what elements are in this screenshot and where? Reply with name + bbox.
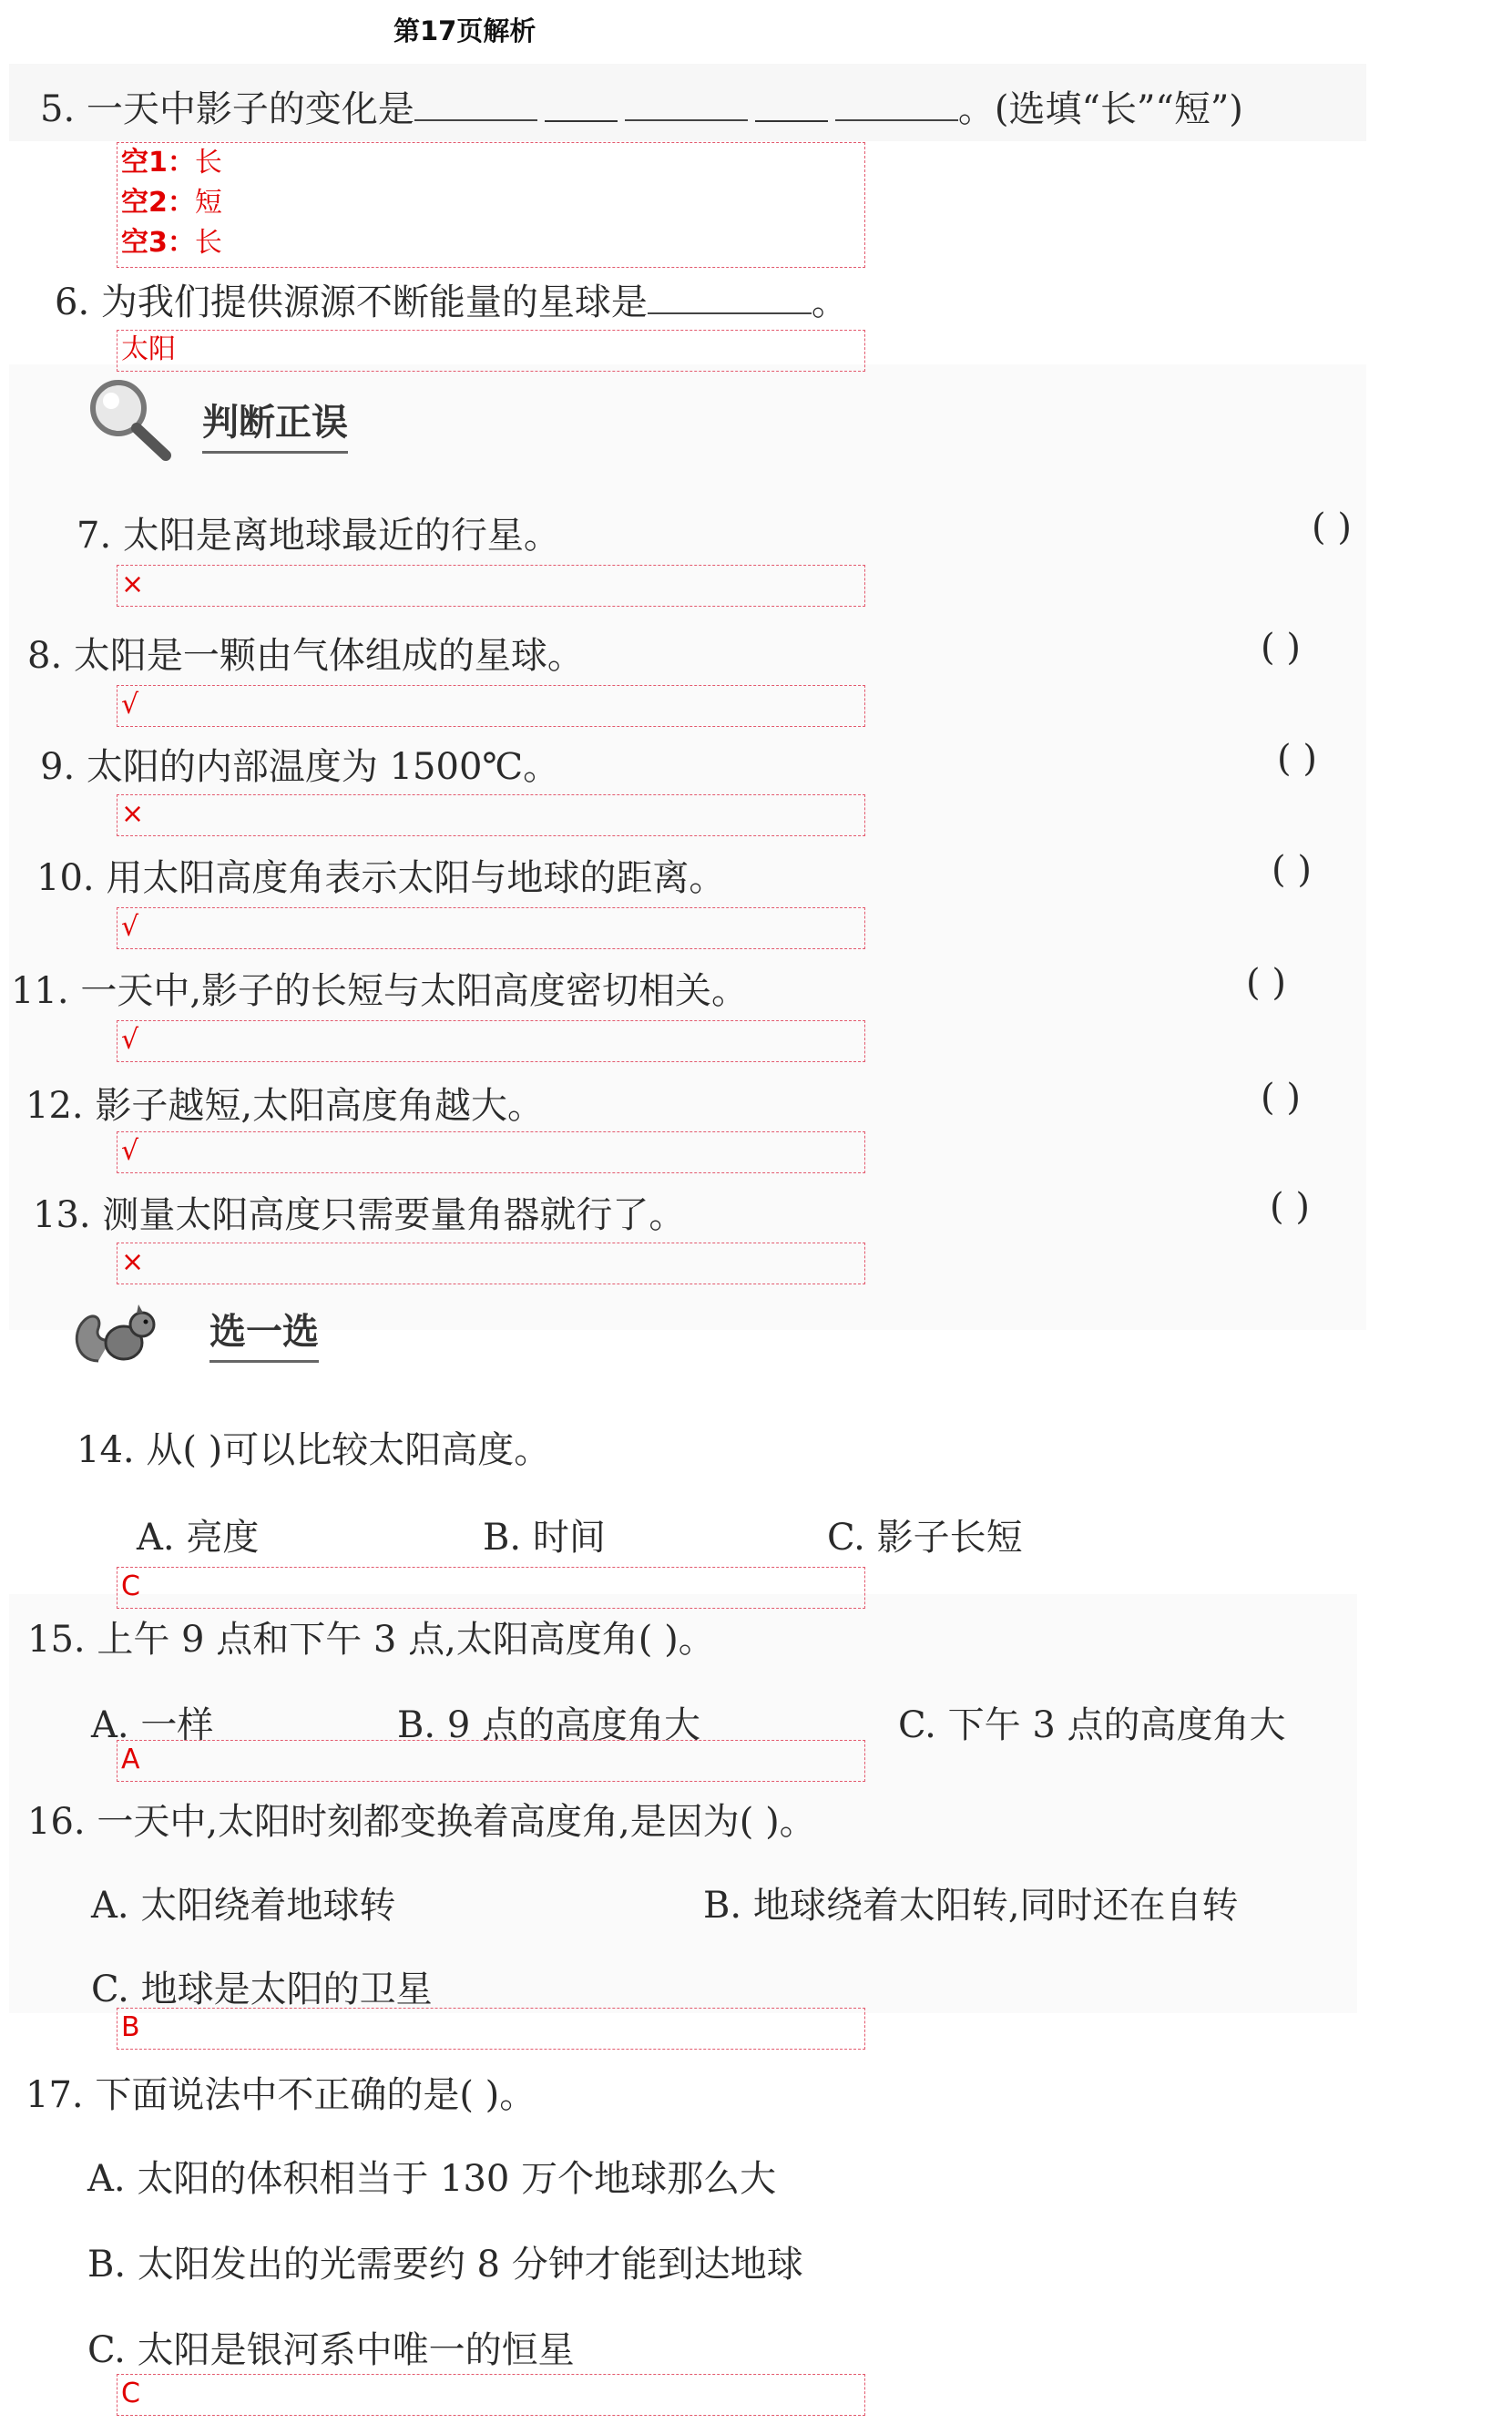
answer-value: √ (121, 689, 139, 721)
section-title: 判断正误 (202, 394, 348, 454)
question-9: 9. 太阳的内部温度为 1500℃。 (40, 746, 560, 788)
answer-box-6 (117, 330, 865, 372)
answer-blank (414, 88, 537, 121)
option-a: A. 太阳的体积相当于 130 万个地球那么大 (87, 2158, 777, 2200)
answer-blank (625, 88, 748, 121)
dash-separator (545, 102, 618, 122)
answer-label: 空2： (121, 187, 195, 219)
answer-box-7 (117, 565, 865, 607)
question-text: 6. 为我们提供源源不断能量的星球是 (55, 281, 648, 323)
answer-box-8 (117, 685, 865, 727)
question-5 (40, 80, 1243, 132)
answer-line (121, 143, 864, 183)
answer-box-11 (117, 1020, 865, 1062)
question-13: 13. 测量太阳高度只需要量角器就行了。 (33, 1194, 686, 1236)
answer-blank (835, 88, 958, 121)
option-c: C. 影子长短 (827, 1517, 1023, 1559)
question-11: 11. 一天中,影子的长短与太阳高度密切相关。 (11, 970, 749, 1012)
answer-value: C (121, 2378, 140, 2409)
answer-value: √ (121, 1135, 139, 1167)
option-b: B. 时间 (483, 1517, 606, 1559)
answer-label: 空3： (121, 227, 195, 259)
answer-value: 长 (194, 147, 222, 179)
option-b: B. 9 点的高度角大 (397, 1704, 700, 1746)
option-b: B. 太阳发出的光需要约 8 分钟才能到达地球 (87, 2244, 803, 2286)
question-15: 15. 上午 9 点和下午 3 点,太阳高度角( )。 (27, 1619, 715, 1661)
answer-parens: ( ) (1277, 738, 1317, 780)
answer-parens: ( ) (1270, 1186, 1310, 1228)
answer-value: 长 (194, 227, 222, 259)
question-10: 10. 用太阳高度角表示太阳与地球的距离。 (36, 857, 726, 899)
option-a: A. 亮度 (137, 1517, 260, 1559)
question-text: 。(选填“长”“短”) (957, 88, 1243, 130)
answer-value: C (121, 1570, 140, 1602)
option-b: B. 地球绕着太阳转,同时还在自转 (703, 1885, 1239, 1927)
section-title: 选一选 (209, 1303, 319, 1363)
answer-box-9 (117, 794, 865, 836)
answer-line (121, 223, 864, 263)
answer-parens: ( ) (1246, 962, 1286, 1004)
question-17: 17. 下面说法中不正确的是( )。 (26, 2074, 536, 2116)
answer-box-16 (117, 2008, 865, 2050)
section-judge-header (84, 375, 412, 466)
option-c: C. 下午 3 点的高度角大 (898, 1704, 1286, 1746)
answer-parens: ( ) (1261, 627, 1301, 669)
question-6 (55, 273, 848, 325)
question-text: 5. 一天中影子的变化是 (40, 88, 414, 130)
question-8: 8. 太阳是一颗由气体组成的星球。 (27, 635, 584, 677)
answer-parens: ( ) (1261, 1077, 1301, 1119)
answer-value: √ (121, 1024, 139, 1056)
squirrel-icon (71, 1297, 162, 1370)
dash-separator (755, 102, 828, 122)
magnifier-icon (84, 375, 175, 463)
answer-value: × (121, 568, 145, 600)
option-a: A. 太阳绕着地球转 (91, 1885, 396, 1927)
question-7: 7. 太阳是离地球最近的行星。 (77, 515, 560, 557)
answer-label: 空1： (121, 147, 195, 179)
option-c: C. 太阳是银河系中唯一的恒星 (87, 2329, 575, 2371)
answer-box-13 (117, 1243, 865, 1284)
answer-value: × (121, 1246, 145, 1278)
answer-parens: ( ) (1312, 506, 1352, 548)
option-c: C. 地球是太阳的卫星 (91, 1969, 433, 2010)
answer-line (121, 183, 864, 223)
answer-value: B (121, 2011, 140, 2043)
answer-box-14 (117, 1567, 865, 1609)
answer-box-5 (117, 142, 865, 268)
question-14: 14. 从( )可以比较太阳高度。 (77, 1429, 551, 1471)
answer-value: √ (121, 911, 139, 943)
answer-value: A (121, 1744, 140, 1775)
answer-parens: ( ) (1272, 849, 1312, 891)
page-title: 第17页解析 (393, 15, 536, 46)
answer-blank (648, 281, 812, 314)
question-12: 12. 影子越短,太阳高度角越大。 (26, 1085, 545, 1127)
section-choose-header (71, 1294, 372, 1376)
answer-box-17 (117, 2374, 865, 2416)
answer-value: 短 (194, 187, 222, 219)
option-a: A. 一样 (91, 1704, 214, 1746)
answer-box-12 (117, 1131, 865, 1173)
answer-value: 太阳 (121, 333, 176, 365)
question-16: 16. 一天中,太阳时刻都变换着高度角,是因为( )。 (27, 1801, 816, 1843)
answer-box-10 (117, 907, 865, 949)
answer-box-15 (117, 1740, 865, 1782)
question-text: 。 (811, 281, 848, 323)
answer-value: × (121, 798, 145, 830)
